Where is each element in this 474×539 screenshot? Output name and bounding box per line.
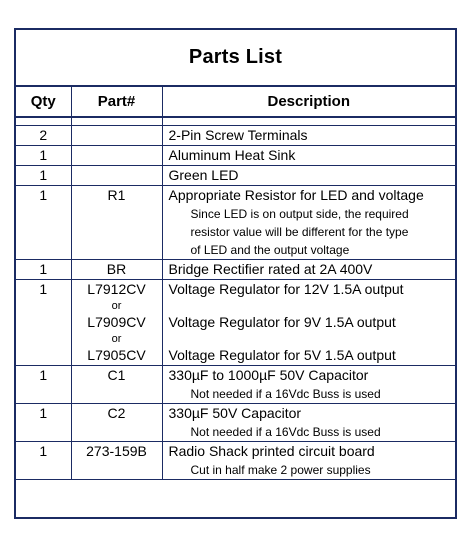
row-description: Voltage Regulator for 9V 1.5A output xyxy=(168,314,396,330)
row-qty: 1 xyxy=(16,442,71,480)
row-qty: 1 xyxy=(16,186,71,260)
parts-list-title: Parts List xyxy=(16,30,455,87)
row-part: C2 xyxy=(71,404,162,442)
table-row xyxy=(16,366,455,404)
table-row xyxy=(16,404,455,442)
row-part xyxy=(71,126,162,146)
row-description: Voltage Regulator for 12V 1.5A output xyxy=(168,281,404,297)
row-description: Green LED xyxy=(162,166,455,186)
header-qty: Qty xyxy=(16,87,71,117)
row-qty: 1 xyxy=(16,366,71,404)
row-part-cell xyxy=(71,280,162,366)
or-label: or xyxy=(111,333,122,345)
row-qty: 1 xyxy=(16,280,71,366)
parts-table xyxy=(16,87,455,480)
table-row xyxy=(16,146,455,166)
table-header-row xyxy=(16,87,455,117)
row-note: resistor value will be different for the type xyxy=(190,225,409,239)
table-row xyxy=(16,166,455,186)
header-spacer-row xyxy=(16,117,455,126)
row-part: L7905CV xyxy=(87,347,146,363)
row-part: L7909CV xyxy=(87,314,146,330)
row-description: 330µF to 1000µF 50V Capacitor xyxy=(168,367,369,383)
table-row xyxy=(16,280,455,366)
row-part: R1 xyxy=(71,186,162,260)
row-description-cell xyxy=(162,442,455,480)
row-note: Not needed if a 16Vdc Buss is used xyxy=(190,387,381,401)
row-description-cell xyxy=(162,280,455,366)
row-description: 330µF 50V Capacitor xyxy=(168,405,302,421)
or-label: or xyxy=(111,300,122,312)
row-description-cell xyxy=(162,366,455,404)
row-note: Since LED is on output side, the required xyxy=(190,207,409,221)
row-description: Voltage Regulator for 5V 1.5A output xyxy=(168,347,396,363)
row-part: BR xyxy=(71,260,162,280)
row-qty: 2 xyxy=(16,126,71,146)
row-description-cell xyxy=(162,404,455,442)
row-description: 2-Pin Screw Terminals xyxy=(162,126,455,146)
row-part: L7912CV xyxy=(87,281,146,297)
parts-list-sheet xyxy=(14,28,457,519)
row-description-cell xyxy=(162,186,455,260)
row-part xyxy=(71,166,162,186)
table-row xyxy=(16,442,455,480)
row-qty: 1 xyxy=(16,404,71,442)
row-qty: 1 xyxy=(16,166,71,186)
header-description: Description xyxy=(162,87,455,117)
row-description: Bridge Rectifier rated at 2A 400V xyxy=(162,260,455,280)
row-note: of LED and the output voltage xyxy=(190,243,350,257)
row-part: 273-159B xyxy=(71,442,162,480)
row-part: C1 xyxy=(71,366,162,404)
row-qty: 1 xyxy=(16,146,71,166)
row-part xyxy=(71,146,162,166)
row-description: Aluminum Heat Sink xyxy=(162,146,455,166)
row-qty: 1 xyxy=(16,260,71,280)
header-part: Part# xyxy=(71,87,162,117)
row-description: Radio Shack printed circuit board xyxy=(168,443,375,459)
row-description: Appropriate Resistor for LED and voltage xyxy=(168,187,424,203)
table-row xyxy=(16,126,455,146)
table-row xyxy=(16,260,455,280)
row-note: Cut in half make 2 power supplies xyxy=(190,463,371,477)
row-note: Not needed if a 16Vdc Buss is used xyxy=(190,425,381,439)
table-row xyxy=(16,186,455,260)
